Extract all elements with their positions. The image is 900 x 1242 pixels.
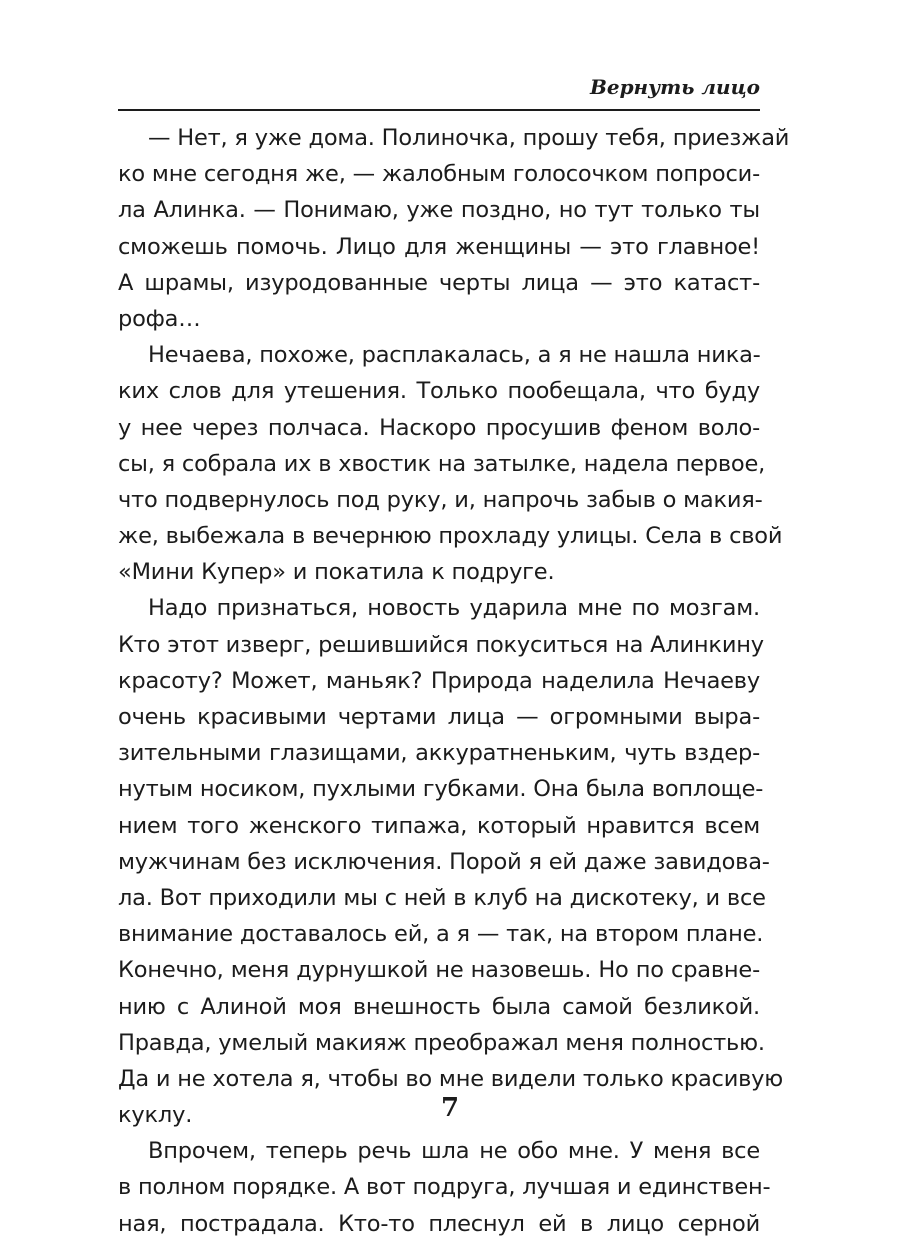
text-line: в полном порядке. А вот подруга, лучшая и единствен-	[118, 1174, 771, 1201]
text-line: рофа…	[118, 305, 201, 332]
text-line: Правда, умелый макияж преображал меня полностью.	[118, 1029, 765, 1056]
text-line: куклу.	[118, 1102, 193, 1129]
text-line: мужчинам без исключения. Порой я ей даже завидова-	[118, 848, 770, 875]
text-line: нию с Алиной моя внешность была самой безликой.	[118, 993, 760, 1020]
text-line: что подвернулось под руку, и, напрочь забыв о макия-	[118, 486, 763, 513]
text-line: внимание доставалось ей, а я — так, на втором плане.	[118, 921, 764, 948]
paragraph	[118, 337, 783, 590]
text-line: А шрамы, изуродованные черты лица — это катаст-	[118, 269, 760, 296]
text-line: Кто этот изверг, решившийся покуситься на Алинкину	[118, 631, 764, 658]
header-rule	[118, 109, 760, 111]
running-title: Вернуть лицо	[589, 75, 760, 99]
paragraph	[118, 120, 790, 337]
text-line: Нечаева, похоже, расплакалась, а я не нашла ника-	[148, 342, 761, 369]
text-line: ла Алинка. — Понимаю, уже поздно, но тут только ты	[118, 197, 760, 224]
paragraph	[118, 590, 784, 1133]
page-number: 7	[440, 1093, 460, 1123]
text-line: очень красивыми чертами лица — огромными выра-	[118, 704, 760, 730]
text-line: сы, я собрала их в хвостик на затылке, надела первое,	[118, 450, 766, 477]
text-line: у нее через полчаса. Наскоро просушив феном воло-	[118, 414, 760, 441]
text-line: зительными глазищами, аккуратненьким, чуть вздер-	[118, 740, 760, 767]
text-line: же, выбежала в вечернюю прохладу улицы. Села в свой	[118, 523, 783, 550]
text-line: сможешь помочь. Лицо для женщины — это главное!	[118, 233, 760, 260]
text-line: ная, пострадала. Кто-то плеснул ей в лицо серной	[118, 1210, 760, 1237]
text-line: красоту? Может, маньяк? Природа наделила Нечаеву	[118, 667, 760, 694]
text-line: ла. Вот приходили мы с ней в клуб на дискотеку, и все	[118, 884, 766, 911]
text-line: Конечно, меня дурнушкой не назовешь. Но по сравне-	[118, 957, 760, 984]
text-line: «Мини Купер» и покатила к подруге.	[118, 559, 555, 586]
paragraph	[118, 1133, 771, 1242]
text-line: Впрочем, теперь речь шла не обо мне. У меня все	[148, 1138, 760, 1165]
text-line: нутым носиком, пухлыми губками. Она была воплоще-	[118, 776, 764, 803]
text-line: ких слов для утешения. Только пообещала, что буду	[118, 378, 760, 405]
body-text	[118, 120, 790, 1242]
text-line: ко мне сегодня же, — жалобным голосочком попроси-	[118, 161, 760, 188]
text-line: Да и не хотела я, чтобы во мне видели только красивую	[118, 1065, 784, 1092]
text-line: — Нет, я уже дома. Полиночка, прошу тебя, приезжай	[148, 125, 790, 151]
text-line: Надо признаться, новость ударила мне по мозгам.	[148, 595, 760, 622]
text-line: нием того женского типажа, который нравится всем	[118, 812, 760, 839]
